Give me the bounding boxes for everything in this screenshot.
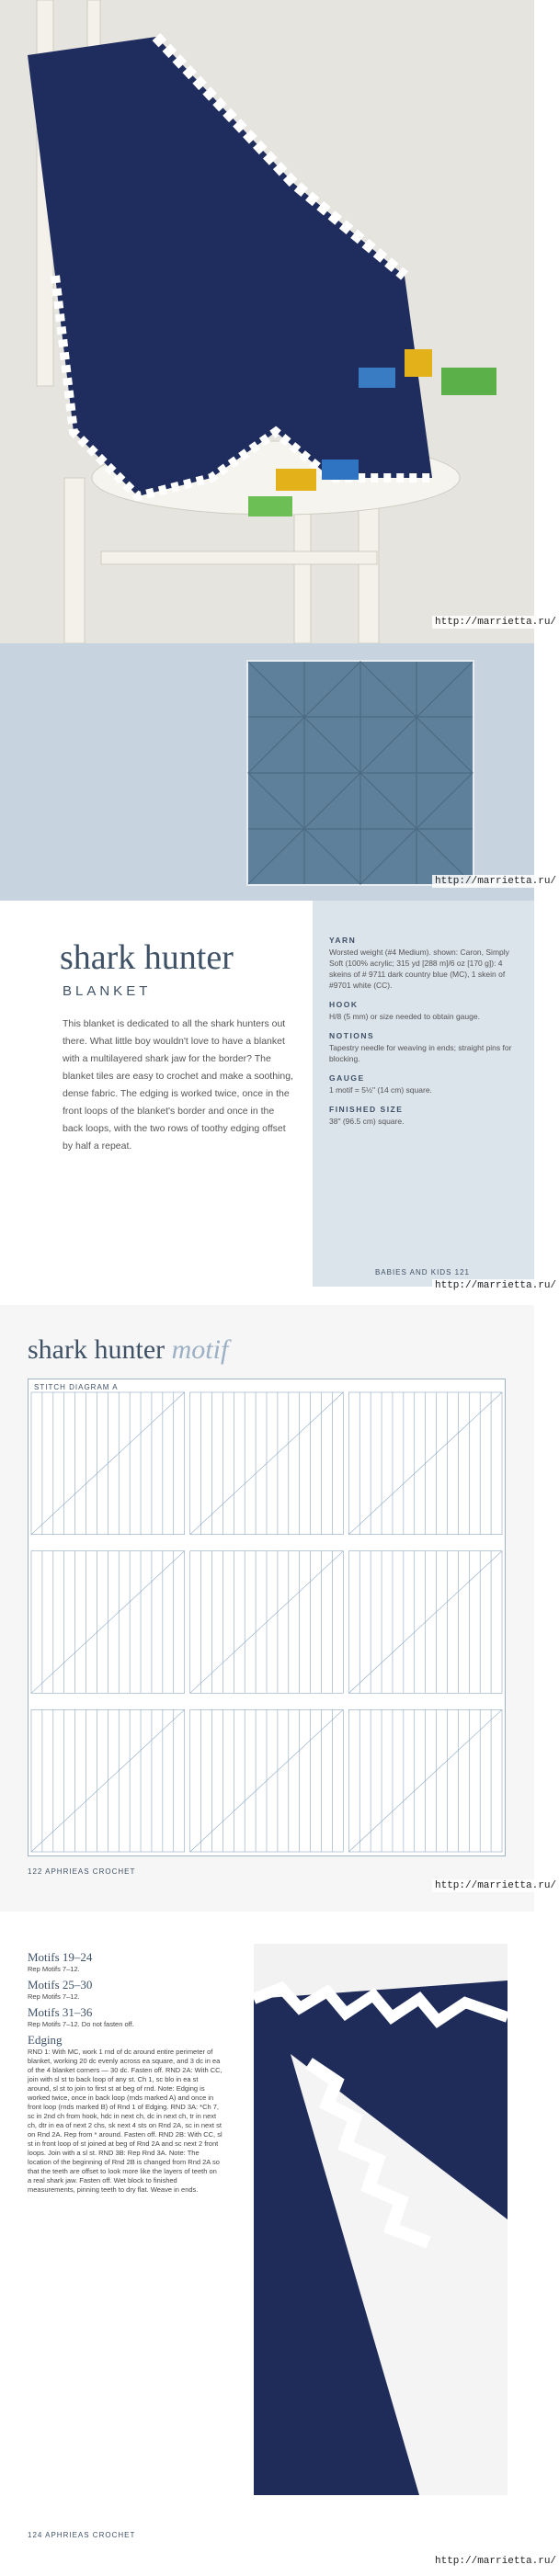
page-footer: 122 APHRIEAS CROCHET — [28, 1867, 136, 1876]
block-heading: Motifs 25–30 — [28, 1978, 93, 1992]
block-text: Rep Motifs 7–12. — [28, 1965, 80, 1973]
hook-heading: HOOK — [329, 1000, 359, 1009]
motif-title-italic: motif — [171, 1334, 229, 1365]
hook-text: H/8 (5 mm) or size needed to obtain gauge. — [329, 1012, 480, 1021]
block-heading: Edging — [28, 2033, 63, 2047]
edging-detail-photo — [254, 1944, 508, 2495]
block-text: Rep Motifs 7–12. Do not fasten off. — [28, 2020, 134, 2028]
watermark-url[interactable]: http://marrietta.ru/ — [432, 1879, 559, 1892]
instructions-column — [28, 1946, 222, 2195]
intro-page-sheet — [0, 901, 534, 1305]
page-footer: BABIES AND KIDS 121 — [374, 1268, 470, 1277]
yarn-text: Worsted weight (#4 Medium). shown: Caron, Simply Soft (100% acrylic; 315 yd [288 m]/6 oz [170 g]): 4 skeins of # 9711 dark country blue (MC), 1 skein of #9701 white (CC). — [329, 948, 509, 990]
block-heading: Motifs 31–36 — [28, 2005, 93, 2019]
pattern-subtitle: BLANKET — [63, 983, 152, 999]
size-text: 38" (96.5 cm) square. — [329, 1117, 405, 1126]
motif-title — [28, 1334, 228, 1366]
block-edging — [28, 2033, 222, 2195]
pattern-title: shark hunter — [60, 938, 234, 977]
stitch-diagram-grid — [29, 1379, 505, 1855]
blanket-photo — [0, 0, 557, 643]
swatch-section — [0, 643, 557, 901]
stitch-diagram-label: STITCH DIAGRAM A — [34, 1383, 119, 1391]
motif-page — [0, 1305, 557, 1912]
edging-detail-illustration — [254, 1944, 508, 2495]
instructions-page — [0, 1912, 557, 2576]
watermark-url[interactable]: http://marrietta.ru/ — [432, 2555, 559, 2568]
blanket-on-chair-illustration — [0, 0, 534, 643]
page-footer: 124 APHRIEAS CROCHET — [28, 2531, 136, 2539]
yarn-heading: YARN — [329, 936, 357, 945]
block-motifs-19-24 — [28, 1950, 222, 1974]
size-heading: FINISHED SIZE — [329, 1105, 404, 1114]
block-text: RND 1: With MC, work 1 rnd of dc around entire perimeter of blanket, working 20 dc evenly across ea square, and 3 dc in ea of the 4 blanket corners — 30 dc. Fasten off. RND 2A: With CC, join with sl st to back loop of any st. Ch 1, sc blo in ea st around, sl st to join to first st at beg of rnd. Note: Edging is worked twice, once in back loop (rnds marked A) and once in front loop (rnds marked B) of Rnd 1 of Edging. RND 3A: *Ch 7, sc in 2nd ch from hook, hdc in next ch, dc in next ch, tr in next ch, dtr in ea of next 2 chs, sk next 4 sts on Rnd 2A, sc in next st on Rnd 2A. Rep from * around. Fasten off. RND 2B: With CC, sl st in front loop of st joined at beg of Rnd 2A and sc next 2 front loops. Join with a sl st. RND 3B: Rep Rnd 3A. Note: The location of the beginning of Rnd 2B is changed from Rnd 2A so that the teeth are offset to look more like the layers of teeth on a real shark jaw. Fasten off. Wet block to finished measurements, pinning teeth to dry flat. Weave in ends. — [28, 2048, 222, 2194]
swatch-texture — [248, 662, 473, 884]
notions-heading: NOTIONS — [329, 1031, 375, 1040]
intro-page — [0, 901, 557, 1305]
materials-sidebar — [313, 901, 534, 1287]
watermark-url[interactable]: http://marrietta.ru/ — [432, 875, 559, 888]
gauge-text: 1 motif = 5½" (14 cm) square. — [329, 1085, 432, 1095]
pattern-description: This blanket is dedicated to all the shark hunters out there. What little boy wouldn't love to have a blanket with a multilayered shark jaw for the border? The blanket tiles are easy to crochet and make a soothing, dense fabric. The edging is worked twice, once in the front loops of the blanket's border and once in the back loops, with the two rows of toothy edging offset by half a repeat. — [63, 1018, 293, 1152]
stitch-diagram — [28, 1379, 506, 1856]
watermark-url[interactable]: http://marrietta.ru/ — [432, 1279, 559, 1292]
block-motifs-25-30 — [28, 1978, 222, 2002]
watermark-url[interactable]: http://marrietta.ru/ — [432, 616, 559, 629]
motif-title-main: shark hunter — [28, 1334, 165, 1365]
motif-swatch-photo — [246, 660, 474, 886]
block-motifs-31-36 — [28, 2005, 222, 2029]
block-text: Rep Motifs 7–12. — [28, 1992, 80, 2001]
notions-text: Tapestry needle for weaving in ends; straight pins for blocking. — [329, 1043, 512, 1063]
block-heading: Motifs 19–24 — [28, 1950, 93, 1964]
gauge-heading: GAUGE — [329, 1073, 365, 1083]
